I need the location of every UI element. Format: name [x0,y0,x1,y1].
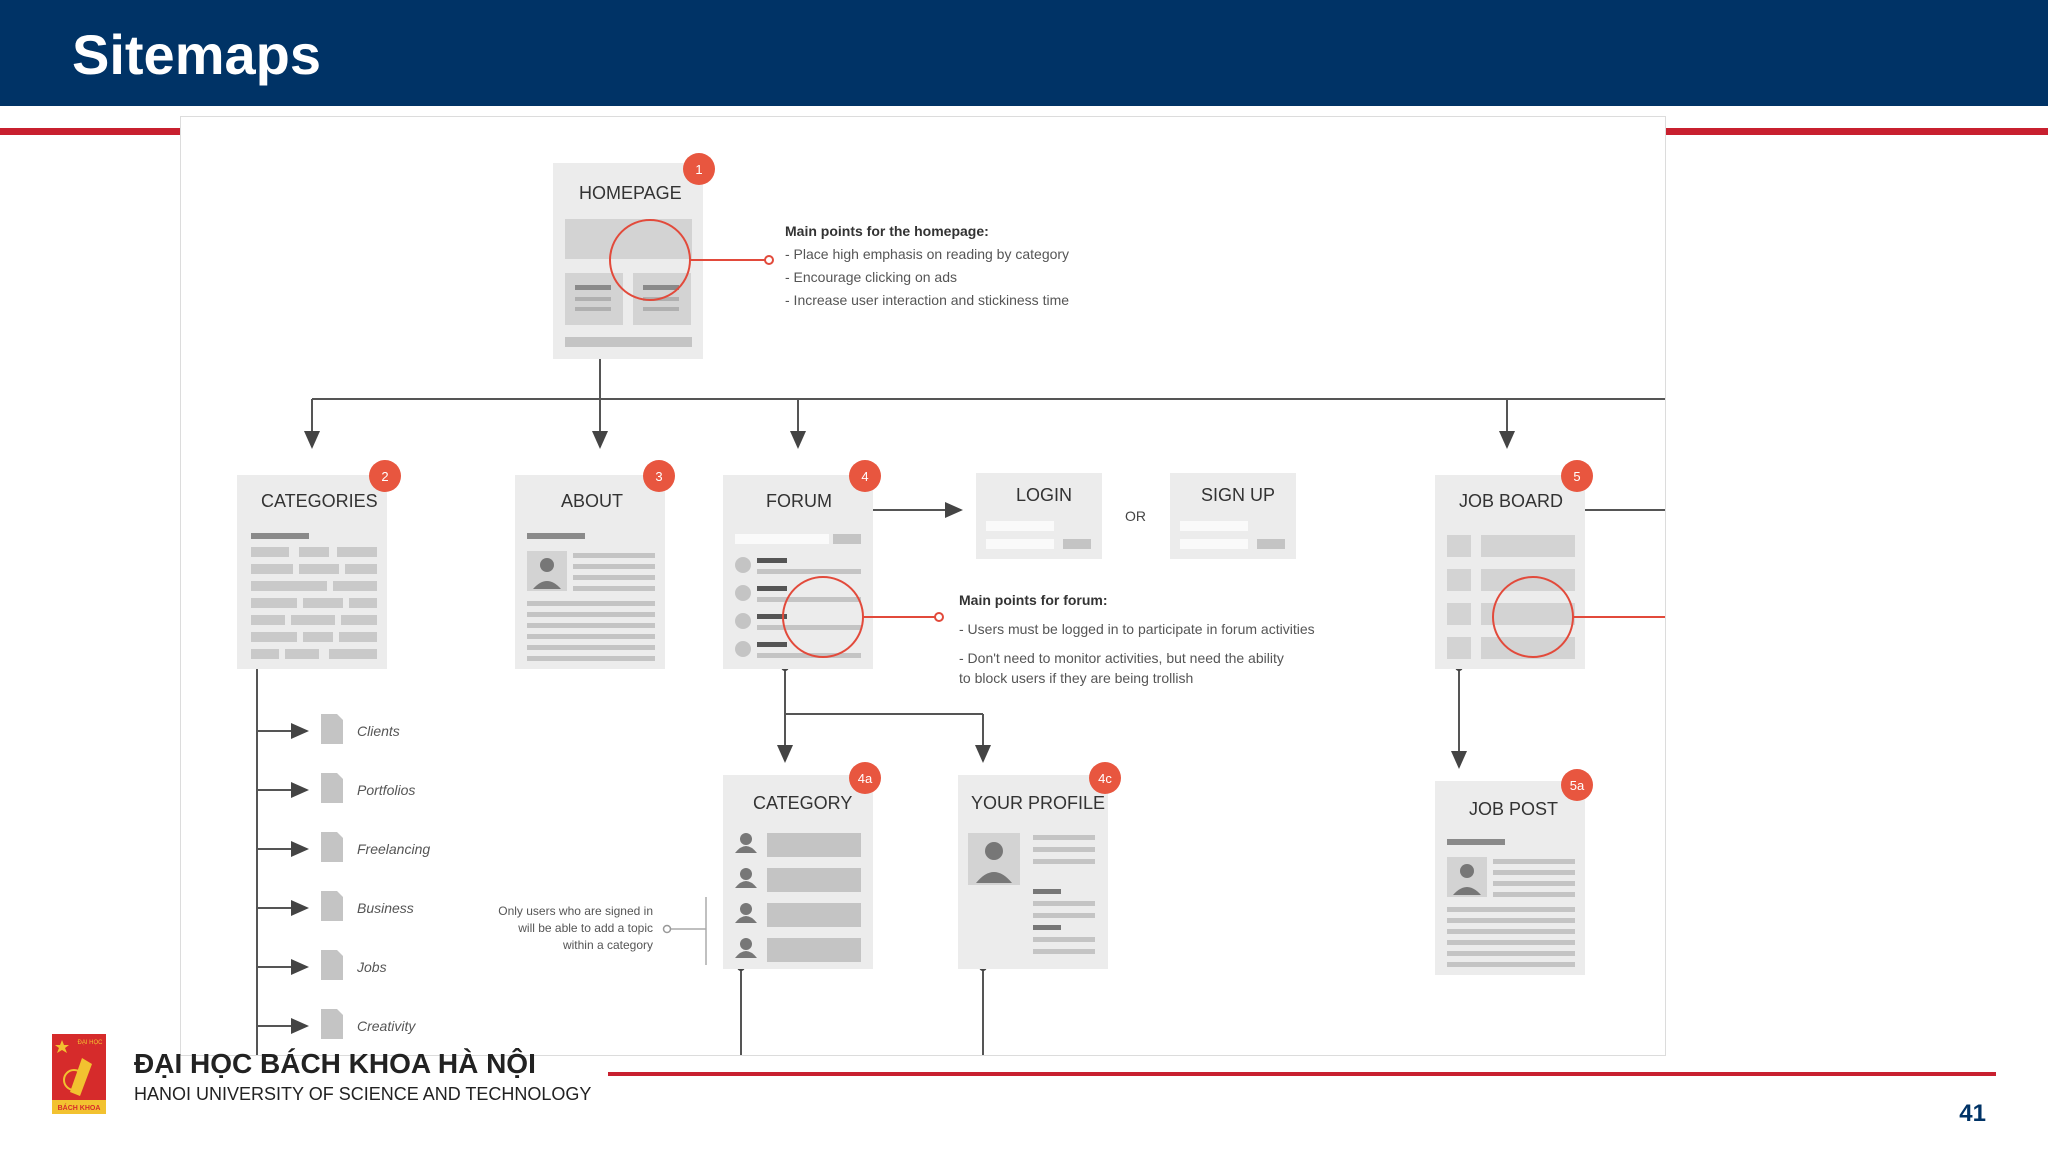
category-badge: 4a [857,771,873,786]
job-board-badge: 5 [1573,469,1581,484]
forum-note-title: Main points for forum: [959,592,1108,608]
about-label: ABOUT [561,491,624,511]
login-label: LOGIN [1016,485,1073,505]
about-badge: 3 [655,469,663,484]
job-post-label: JOB POST [1469,799,1559,819]
header-accent-right [1664,128,2048,135]
signup-label: SIGN UP [1201,485,1276,505]
university-subtitle: HANOI UNIVERSITY OF SCIENCE AND TECHNOLOGY [134,1084,592,1104]
your-profile-card [958,762,1121,969]
page-number: 41 [1959,1100,1986,1127]
university-name: ĐẠI HỌC BÁCH KHOA HÀ NỘI [134,1048,536,1079]
subcategory-label: Creativity [357,1018,416,1034]
forum-note-line: - Don't need to monitor activities, but need the ability [959,650,1284,666]
subcategory-label: Clients [357,723,400,739]
subcategory-item [321,1009,416,1039]
category-note-line: within a category [562,938,653,952]
footer-divider [608,1072,1996,1076]
logo-bottom-text: BÁCH KHOA [57,1105,101,1112]
signup-card [1170,473,1296,559]
homepage-note [785,223,1069,308]
categories-badge: 2 [381,469,389,484]
or-label: OR [1125,508,1146,524]
category-note [498,904,706,952]
subcategory-item [321,714,400,744]
subcategory-list [321,714,430,1039]
job-post-badge: 5a [1569,778,1585,793]
forum-label: FORUM [766,491,832,511]
homepage-note-line: - Increase user interaction and stickiness time [785,292,1070,308]
homepage-note-line: - Encourage clicking on ads [785,269,957,285]
login-card [976,473,1102,559]
your-profile-badge: 4c [1098,771,1112,786]
category-card [723,762,881,969]
your-profile-label: YOUR PROFILE [971,793,1106,813]
subcategory-item [321,891,414,921]
forum-note [959,592,1315,686]
subcategory-label: Business [357,900,414,916]
category-note-line: will be able to add a topic [518,921,653,935]
categories-label: CATEGORIES [261,491,378,511]
forum-note-line: to block users if they are being trollish [959,670,1194,686]
category-label: CATEGORY [753,793,853,813]
slide-title: Sitemaps [72,23,321,86]
forum-badge: 4 [861,469,869,484]
homepage-note-line: - Place high emphasis on reading by category [785,246,1070,262]
category-note-line: Only users who are signed in [498,904,653,918]
subcategory-label: Freelancing [357,841,431,857]
homepage-card [553,153,773,359]
subcategory-label: Portfolios [357,782,416,798]
homepage-label: HOMEPAGE [579,183,682,203]
forum-card [723,460,943,669]
header-accent-left [0,128,180,135]
categories-card [237,460,401,669]
job-board-label: JOB BOARD [1459,491,1564,511]
job-board-card [1435,460,1665,669]
subcategory-item [321,950,387,980]
connector-dots [253,349,1579,971]
job-post-card [1435,769,1593,975]
forum-note-line: - Users must be logged in to participate in forum activities [959,621,1315,637]
subcategory-item [321,773,415,803]
subcategory-label: Jobs [357,959,387,975]
sitemap-diagram [180,116,1666,1056]
homepage-note-title: Main points for the homepage: [785,223,989,239]
about-card [515,460,675,669]
homepage-badge: 1 [695,162,703,177]
subcategory-item [321,832,430,862]
university-logo [52,1034,106,1114]
logo-top-text: ĐẠI HỌC [77,1040,103,1046]
